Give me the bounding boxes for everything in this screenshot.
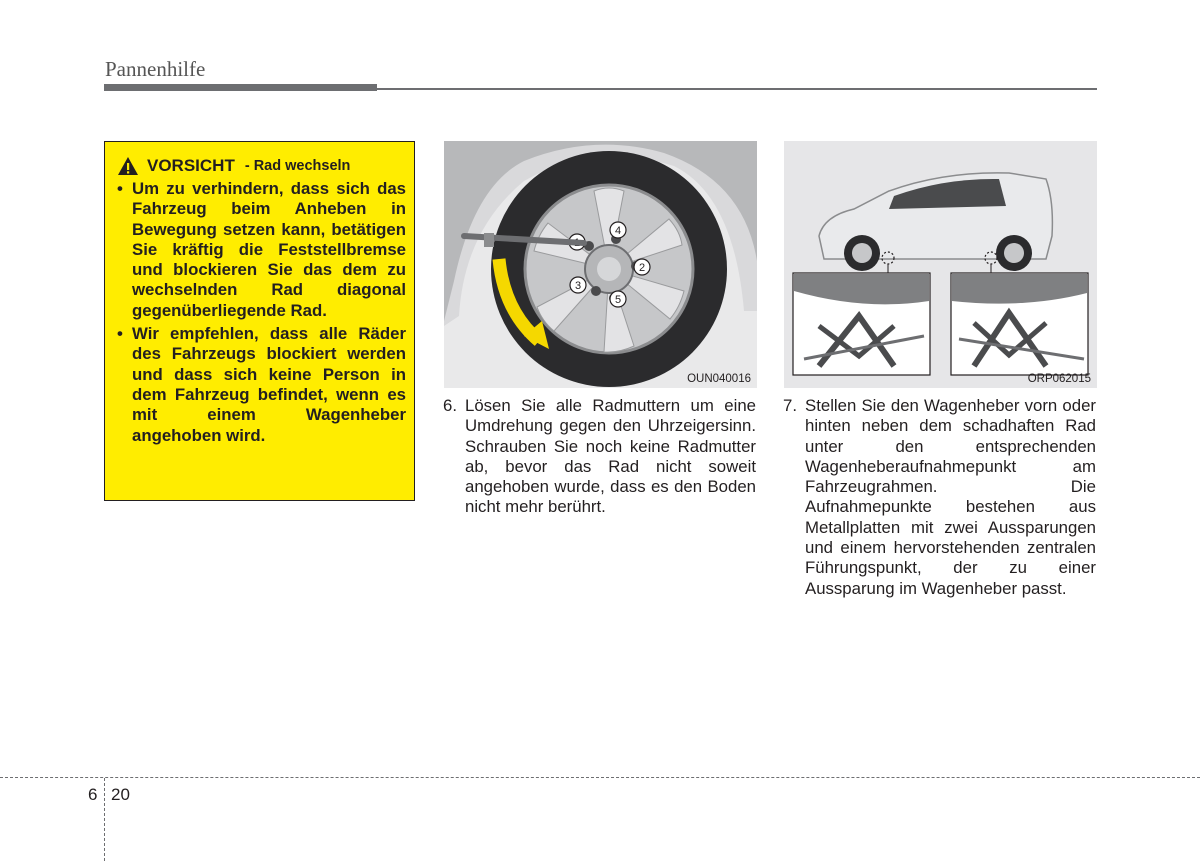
page-number: 20: [111, 785, 130, 804]
caution-item: • Um zu verhindern, dass sich das Fahrzeug beim Anheben in Bewegung setzen kann, betätigen Sie kräftig die Feststellbremse und blockieren Sie das dem zu wechselnden Rad diagonal gegenüberliegende Rad.: [115, 179, 406, 321]
instruction-step-6: [443, 396, 756, 518]
footer-rule: [0, 777, 1200, 778]
figure-code: ORP062015: [1027, 373, 1091, 385]
caution-box: [104, 141, 415, 501]
header-rule-thick: [104, 84, 377, 91]
chapter-number: 6: [88, 785, 98, 804]
nut-label: 5: [614, 294, 622, 306]
jack-position-illustration: [784, 141, 1097, 388]
step-number: 7.: [783, 396, 797, 415]
instruction-step-7: [783, 396, 1096, 599]
caution-topic: - Rad wechseln: [244, 158, 351, 174]
step-number: 6.: [443, 396, 457, 415]
caution-list: [115, 179, 406, 446]
header-rule-thin: [377, 88, 1097, 90]
step-text: Stellen Sie den Wagenheber vorn oder hinten neben dem schadhaften Rad unter den entsprechenden Wagenheberaufnahmepunkt am Fahrzeugrahmen. Die Aufnahmepunkte bestehen aus Metallplatten mit zwei Aussparungen und einem hervorstehenden zentralen Führungspunkt, der zu einer Aussparung im Wagenheber passt.: [805, 396, 1096, 598]
jack-figure: [784, 141, 1097, 388]
nut-label: 2: [638, 262, 646, 274]
footer-divider: [104, 778, 105, 861]
caution-header: [117, 156, 406, 176]
caution-item: • Wir empfehlen, dass alle Räder des Fahrzeugs blockiert werden und dass sich keine Person in dem Fahrzeug befindet, wenn es mit einem Wagenheber angehoben wird.: [115, 324, 406, 446]
jack-detail-rear: [951, 273, 1088, 375]
warning-triangle-icon: [117, 156, 139, 176]
section-title: Pannenhilfe: [105, 57, 206, 81]
jack-detail-front: [793, 273, 930, 375]
figure-code: OUN040016: [687, 373, 751, 385]
wheel-nut-illustration: [444, 141, 757, 388]
nut-label: 4: [614, 225, 622, 237]
nut-label: 3: [574, 280, 582, 292]
caution-label: VORSICHT: [147, 156, 235, 175]
wheel-figure: [444, 141, 757, 388]
step-text: Lösen Sie alle Radmuttern um eine Umdrehung gegen den Uhrzeigersinn. Schrauben Sie noch keine Radmutter ab, bevor das Rad nicht soweit angehoben wurde, dass es den Boden nicht mehr berührt.: [465, 396, 756, 517]
